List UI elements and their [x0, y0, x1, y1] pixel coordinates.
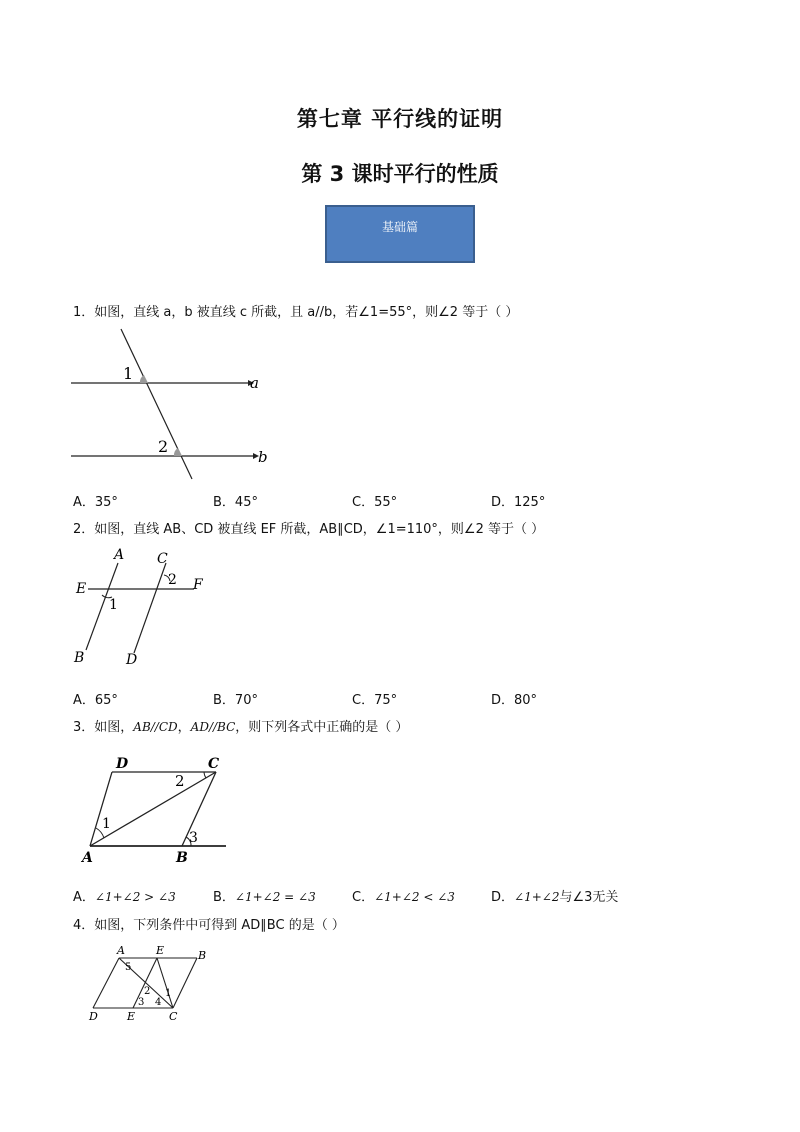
q3-stem-prefix: 3．如图， [73, 720, 134, 735]
label-2: 2 [144, 986, 151, 997]
label-4: 4 [155, 997, 162, 1008]
label-b: b [258, 448, 268, 466]
label-1: 1 [102, 816, 111, 832]
label-b: B [74, 650, 85, 666]
q3-option-b-letter: B． [213, 890, 235, 905]
angle-1-mark [140, 375, 148, 383]
question-1-stem: 1．如图，直线 a，b 被直线 c 所截，且 a//b，若∠1=55°，则∠2 等于（ ） [73, 305, 519, 320]
q3-option-c-letter: C． [352, 890, 375, 905]
label-f: F [193, 577, 203, 593]
q2-option-c: C．75° [352, 693, 398, 708]
level-badge: 基础篇 [325, 205, 475, 263]
line-cd [134, 563, 166, 653]
question-2-figure [72, 545, 222, 670]
question-4-stem: 4．如图，下列条件中可得到 AD∥BC 的是（ ） [73, 918, 345, 933]
label-a: A [82, 850, 93, 866]
segment-cb [182, 772, 216, 846]
label-1: 1 [109, 597, 118, 613]
label-2: 2 [168, 572, 177, 588]
lesson-title: 第 3 课时平行的性质 [301, 162, 499, 186]
segment-ad [93, 958, 119, 1008]
q3-option-a [73, 886, 176, 905]
q3-stem-math-1: AB//CD [133, 720, 178, 734]
label-a: A [114, 547, 125, 563]
label-c: C [157, 551, 168, 567]
label-2: 2 [158, 437, 169, 456]
label-e-bottom: E [127, 1010, 136, 1023]
q3-stem-math-2: AD//BC [190, 720, 236, 734]
label-e: E [76, 581, 87, 597]
label-1: 1 [123, 364, 134, 383]
label-3: 3 [189, 830, 198, 846]
q1-option-d: D．125° [491, 495, 546, 510]
q1-option-a: A．35° [73, 495, 118, 510]
question-2-stem: 2．如图，直线 AB、CD 被直线 EF 所截，AB∥CD，∠1=110°，则∠2 等于（ ） [73, 522, 545, 537]
label-2: 2 [175, 772, 185, 790]
q2-option-d: D．80° [491, 693, 538, 708]
label-e-top: E [156, 944, 165, 957]
question-4-figure [85, 942, 225, 1024]
label-d: D [116, 756, 129, 772]
q3-stem-sep: ， [177, 720, 191, 735]
q3-stem-suffix: ，则下列各式中正确的是（ ） [235, 720, 409, 735]
label-1: 1 [165, 988, 172, 999]
label-d: D [89, 1010, 98, 1023]
q3-option-b [213, 886, 316, 905]
q1-option-c: C．55° [352, 495, 398, 510]
segment-ee [133, 958, 157, 1008]
label-d: D [126, 652, 138, 668]
label-b: B [176, 850, 188, 866]
question-3-stem [73, 718, 408, 737]
label-c: C [208, 756, 220, 772]
q3-option-d-suffix: 与∠3无关 [559, 890, 619, 905]
question-1-figure [68, 326, 278, 486]
q3-option-b-math: ∠1+∠2 = ∠3 [234, 890, 316, 904]
angle-2-mark [204, 772, 206, 778]
segment-bc [173, 958, 197, 1008]
label-c: C [169, 1010, 178, 1023]
label-3: 3 [138, 997, 145, 1008]
q3-option-c-math: ∠1+∠2 < ∠3 [374, 890, 455, 904]
q3-option-d [491, 886, 618, 905]
q3-option-d-letter: D． [491, 890, 515, 905]
chapter-title: 第七章 平行线的证明 [296, 107, 504, 131]
label-5: 5 [125, 962, 132, 973]
q2-option-b: B．70° [213, 693, 258, 708]
q3-option-d-math: ∠1+∠2 [514, 890, 560, 904]
angle-2-mark [174, 448, 182, 456]
q3-option-c [352, 886, 455, 905]
q2-option-a: A．65° [73, 693, 118, 708]
label-b: B [198, 949, 207, 962]
q3-option-a-letter: A． [73, 890, 95, 905]
question-3-figure [78, 750, 238, 870]
q1-option-b: B．45° [213, 495, 258, 510]
label-a: A [117, 944, 125, 957]
q3-option-a-math: ∠1+∠2 > ∠3 [94, 890, 176, 904]
label-a: a [250, 374, 259, 392]
